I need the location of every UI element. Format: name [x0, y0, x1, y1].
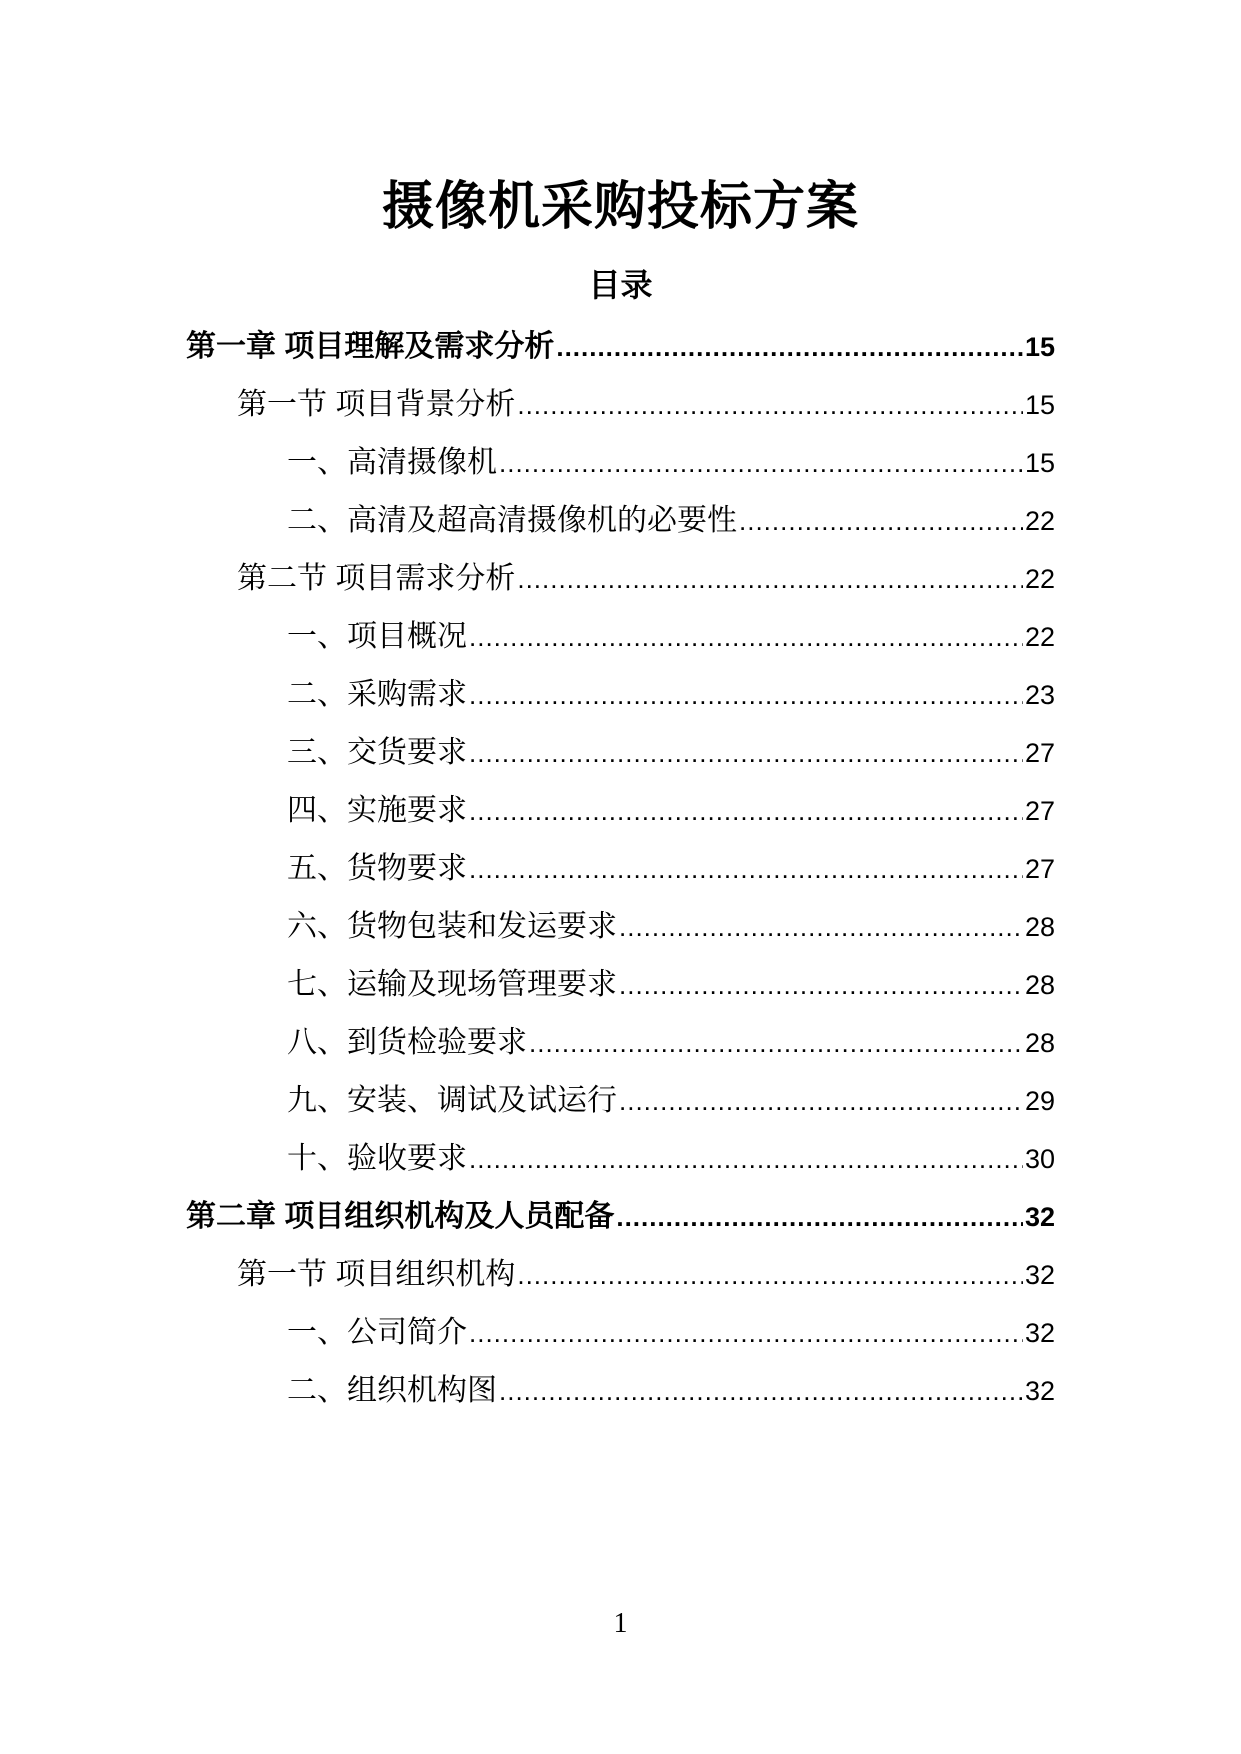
toc-entry-item[interactable] [287, 1366, 1055, 1416]
toc-dot-leader [469, 670, 1023, 720]
toc-entry-label: 第一章 项目理解及需求分析 [186, 330, 555, 363]
toc-entry-label: 十、验收要求 [287, 1142, 467, 1175]
toc-entry-page: 32 [1024, 1260, 1055, 1290]
toc-dot-leader [517, 1250, 1023, 1300]
toc-entry-label: 一、公司简介 [287, 1316, 467, 1349]
toc-entry-page: 22 [1024, 622, 1055, 652]
toc-dot-leader [469, 728, 1023, 778]
toc-entry-item[interactable] [287, 960, 1055, 1010]
toc-entry-page: 27 [1024, 738, 1055, 768]
toc-entry-item[interactable] [287, 1076, 1055, 1126]
toc-entry-page: 30 [1024, 1144, 1055, 1174]
toc-entry-label: 二、组织机构图 [287, 1374, 497, 1407]
toc-entry-item[interactable] [287, 728, 1055, 778]
toc-entry-section[interactable] [237, 380, 1055, 430]
toc-dot-leader [517, 554, 1023, 604]
toc-dot-leader [619, 1076, 1023, 1126]
toc-dot-leader [469, 844, 1023, 894]
toc-entry-page: 27 [1024, 796, 1055, 826]
toc-entry-page: 15 [1024, 332, 1055, 362]
toc-entry-page: 28 [1024, 912, 1055, 942]
toc-dot-leader [499, 1366, 1023, 1416]
toc-dot-leader [469, 1308, 1023, 1358]
toc-dot-leader [619, 902, 1023, 952]
toc-dot-leader [469, 612, 1023, 662]
toc-entry-item[interactable] [287, 612, 1055, 662]
toc-entry-label: 第二章 项目组织机构及人员配备 [186, 1200, 615, 1233]
toc-dot-leader [517, 380, 1023, 430]
toc-entry-page: 27 [1024, 854, 1055, 884]
toc-dot-leader [529, 1018, 1023, 1068]
toc-entry-label: 六、货物包装和发运要求 [287, 910, 617, 943]
toc-dot-leader [739, 496, 1023, 546]
toc-entry-label: 二、高清及超高清摄像机的必要性 [287, 504, 737, 537]
toc-dot-leader [616, 1192, 1023, 1242]
toc-entry-page: 28 [1024, 970, 1055, 1000]
toc-entry-label: 二、采购需求 [287, 678, 467, 711]
toc-entry-chapter-2[interactable] [186, 1192, 1055, 1242]
toc-dot-leader [619, 960, 1023, 1010]
toc-entry-page: 22 [1024, 564, 1055, 594]
toc-entry-page: 15 [1024, 390, 1055, 420]
toc-entry-label: 三、交货要求 [287, 736, 467, 769]
toc-entry-page: 15 [1024, 448, 1055, 478]
toc-entry-page: 23 [1024, 680, 1055, 710]
toc-entry-item[interactable] [287, 1308, 1055, 1358]
page-number: 1 [613, 1608, 628, 1639]
toc-entry-item[interactable] [287, 496, 1055, 546]
toc-entry-label: 五、货物要求 [287, 852, 467, 885]
document-title: 摄像机采购投标方案 [381, 178, 859, 236]
toc-entry-page: 32 [1024, 1318, 1055, 1348]
toc-dot-leader [499, 438, 1023, 488]
toc-entry-label: 第二节 项目需求分析 [237, 562, 516, 595]
toc-entry-label: 八、到货检验要求 [287, 1026, 527, 1059]
toc-entry-item[interactable] [287, 438, 1055, 488]
toc-entry-label: 七、运输及现场管理要求 [287, 968, 617, 1001]
toc-entry-label: 第一节 项目组织机构 [237, 1258, 516, 1291]
toc-entry-item[interactable] [287, 1134, 1055, 1184]
toc-entry-page: 32 [1024, 1202, 1055, 1232]
toc-entry-page: 28 [1024, 1028, 1055, 1058]
toc-entry-section[interactable] [237, 1250, 1055, 1300]
toc-entry-page: 32 [1024, 1376, 1055, 1406]
toc-entry-chapter-1[interactable] [186, 322, 1055, 372]
toc-entry-item[interactable] [287, 902, 1055, 952]
toc-dot-leader [556, 322, 1023, 372]
toc-entry-item[interactable] [287, 1018, 1055, 1068]
toc-dot-leader [469, 786, 1023, 836]
toc-entry-label: 第一节 项目背景分析 [237, 388, 516, 421]
toc-entry-item[interactable] [287, 786, 1055, 836]
toc-entry-label: 一、项目概况 [287, 620, 467, 653]
toc-entry-label: 四、实施要求 [287, 794, 467, 827]
toc-entry-page: 29 [1024, 1086, 1055, 1116]
toc-dot-leader [469, 1134, 1023, 1184]
toc-entry-item[interactable] [287, 670, 1055, 720]
toc-heading: 目录 [588, 267, 653, 303]
toc-entry-item[interactable] [287, 844, 1055, 894]
toc-entry-page: 22 [1024, 506, 1055, 536]
toc-entry-label: 九、安装、调试及试运行 [287, 1084, 617, 1117]
toc-entry-section[interactable] [237, 554, 1055, 604]
toc-entry-label: 一、高清摄像机 [287, 446, 497, 479]
